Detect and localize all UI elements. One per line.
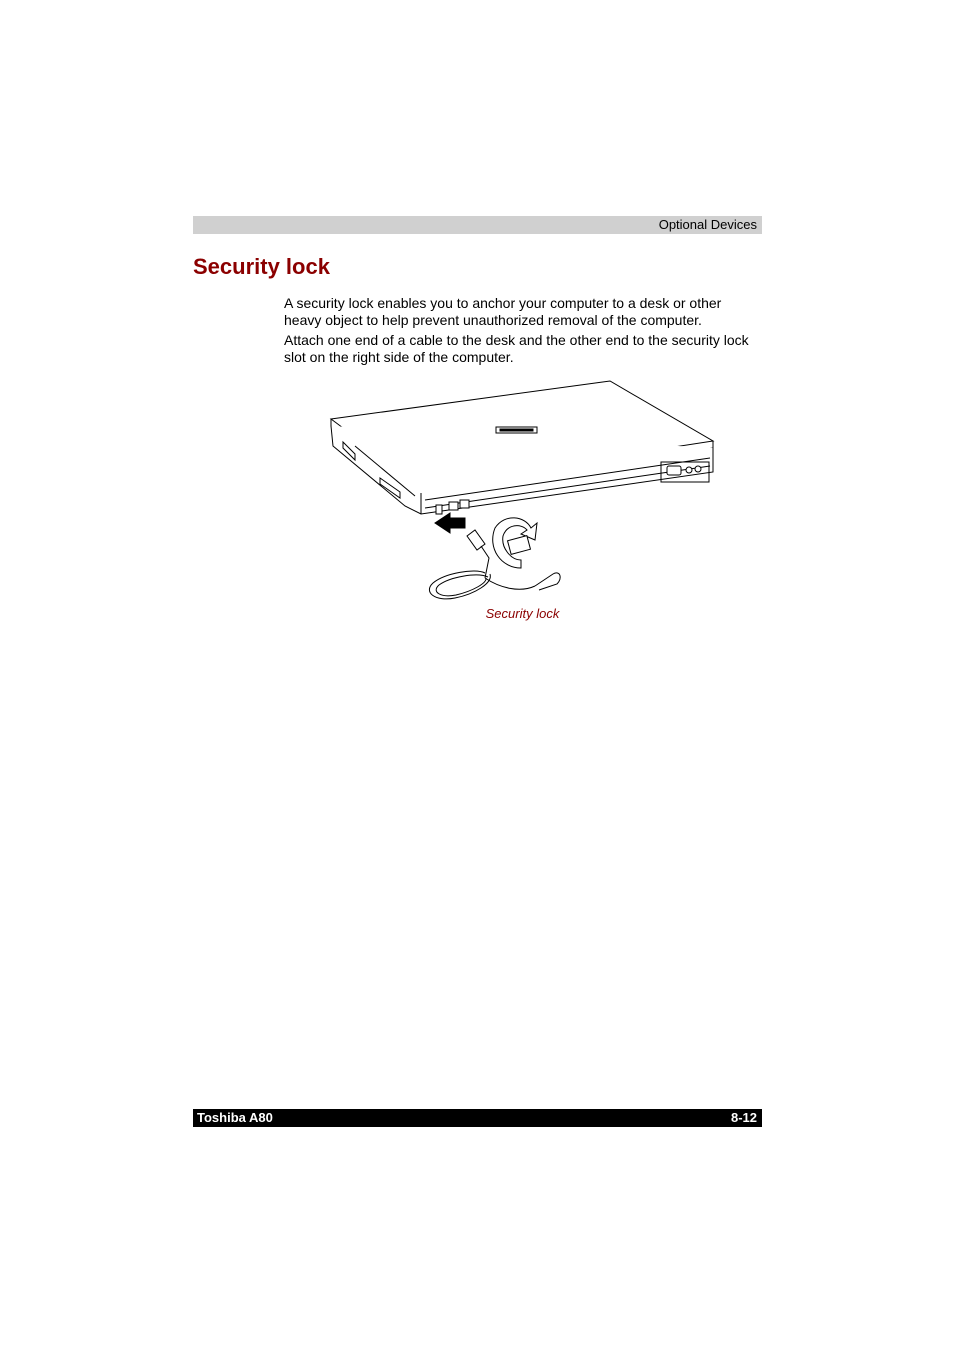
paragraph-intro: A security lock enables you to anchor your computer to a desk or other heavy object to help prevent unauthorized removal of the computer. (284, 295, 722, 328)
security-slot (436, 505, 442, 514)
footer-page-number: 8-12 (730, 1110, 757, 1125)
footer-product-name: Toshiba A80 (197, 1110, 273, 1125)
paragraph-instructions: Attach one end of a cable to the desk and the other end to the security lock slot on the right side of the computer. (284, 332, 749, 365)
insert-arrow-icon (435, 513, 465, 533)
page-title: Security lock (193, 254, 330, 279)
lock-head (467, 530, 485, 550)
figure-caption: Security lock (485, 606, 560, 621)
header-section-title: Optional Devices (658, 217, 757, 232)
modem-port (460, 500, 469, 508)
cable (485, 578, 535, 589)
running-header (193, 216, 762, 234)
key-icon (508, 536, 531, 555)
security-lock-illustration (325, 378, 720, 608)
lan-port (449, 502, 458, 510)
vga-port (667, 466, 681, 475)
running-footer (193, 1109, 762, 1127)
